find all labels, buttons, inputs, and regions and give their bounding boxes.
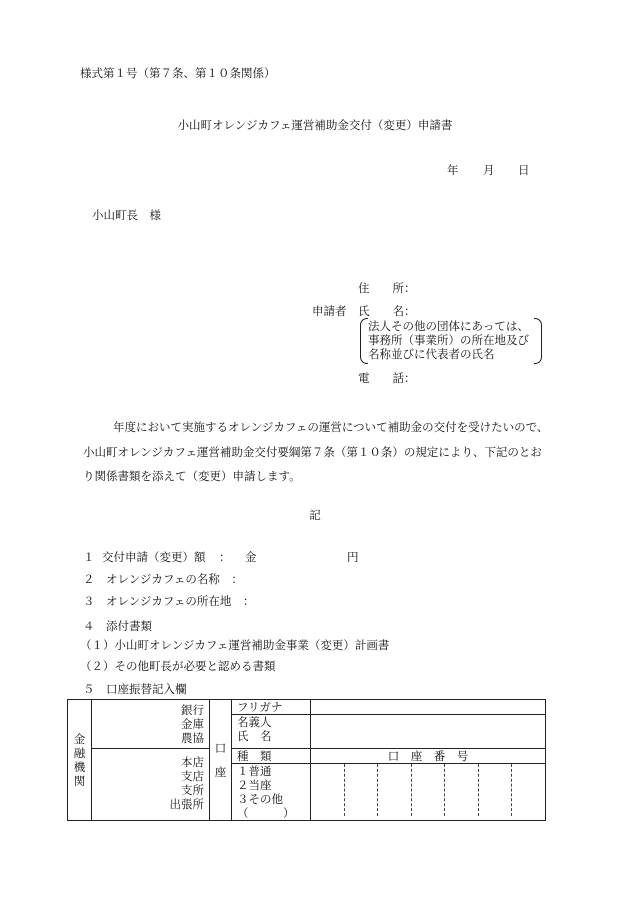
account-number-input[interactable] xyxy=(311,764,545,816)
digit-box[interactable] xyxy=(478,764,512,816)
item4-attachment-1: （１）小山町オレンジカフェ運営補助金事業（変更）計画書 xyxy=(80,638,390,652)
item4-attachment-2: （２）その他町長が必要と認める書類 xyxy=(80,659,276,673)
digit-box[interactable] xyxy=(311,764,344,816)
furigana-input[interactable] xyxy=(311,700,546,715)
date-day-label: 日 xyxy=(518,163,530,177)
body-line-2: 小山町オレンジカフェ運営補助金交付要綱第７条（第１０条）の規定により、下記のとお xyxy=(83,444,542,459)
item1-kin: 金 xyxy=(245,550,257,564)
right-bracket xyxy=(534,318,542,364)
item1-yen: 円 xyxy=(347,550,359,564)
left-bracket xyxy=(360,318,368,364)
digit-box[interactable] xyxy=(511,764,545,816)
corporate-note-line1: 法人その他の団体にあっては、 xyxy=(368,319,529,333)
item1-label: 交付申請（変更）額 xyxy=(102,550,206,564)
body-line-1: 年度において実施するオレンジカフェの運営について補助金の交付を受けたいので、 xyxy=(113,420,549,434)
phone-label: 電 話： xyxy=(358,371,416,385)
digit-box[interactable] xyxy=(444,764,478,816)
applicant-label: 申請者 xyxy=(312,304,347,318)
item1-colon: ： xyxy=(219,550,231,564)
item5-bank-transfer: ５ 口座振替記入欄 xyxy=(83,682,187,696)
item3-cafe-location: ３ オレンジカフェの所在地 ： xyxy=(83,594,255,608)
corporate-note-line3: 名称並びに代表者の氏名 xyxy=(368,347,495,361)
item1-number: １ xyxy=(83,550,95,564)
holder-name-input[interactable] xyxy=(311,715,546,749)
digit-box[interactable] xyxy=(344,764,378,816)
account-label: 口 座 xyxy=(210,700,232,821)
addressee: 小山町長 様 xyxy=(92,208,161,222)
type-label: 種 類 xyxy=(232,749,311,763)
digit-box[interactable] xyxy=(377,764,411,816)
form-number: 様式第１号（第７条、第１０条関係） xyxy=(80,66,276,80)
ki-heading: 記 xyxy=(309,508,321,522)
date-year-label: 年 xyxy=(447,163,459,177)
bank-type-cell: 銀行 金庫 農協 xyxy=(92,700,210,749)
type-and-number-area xyxy=(232,749,546,821)
date-month-label: 月 xyxy=(483,163,495,177)
account-number-label: 口 座 番 号 xyxy=(387,749,469,763)
digit-box[interactable] xyxy=(411,764,445,816)
name-label: 氏 名： xyxy=(358,304,416,318)
bank-account-table xyxy=(67,699,546,821)
body-line-3: り関係書類を添えて（変更）申請します。 xyxy=(83,469,301,483)
account-type-options[interactable]: １普通 ２当座 ３その他 （ ） xyxy=(232,764,311,820)
furigana-label: フリガナ xyxy=(232,700,311,715)
form-title: 小山町オレンジカフェ運営補助金交付（変更）申請書 xyxy=(177,118,453,132)
branch-type-cell: 本店 支店 支所 出張所 xyxy=(92,749,210,821)
address-label: 住 所： xyxy=(358,281,416,295)
item2-cafe-name: ２ オレンジカフェの名称 ： xyxy=(83,572,243,586)
financial-institution-label: 金 融 機 関 xyxy=(68,700,92,821)
application-body xyxy=(83,415,553,489)
holder-name-label: 名義人 氏 名 xyxy=(232,715,311,749)
corporate-note-line2: 事務所（事業所）の所在地及び xyxy=(368,333,529,347)
item4-attachments: ４ 添付書類 xyxy=(83,619,152,633)
